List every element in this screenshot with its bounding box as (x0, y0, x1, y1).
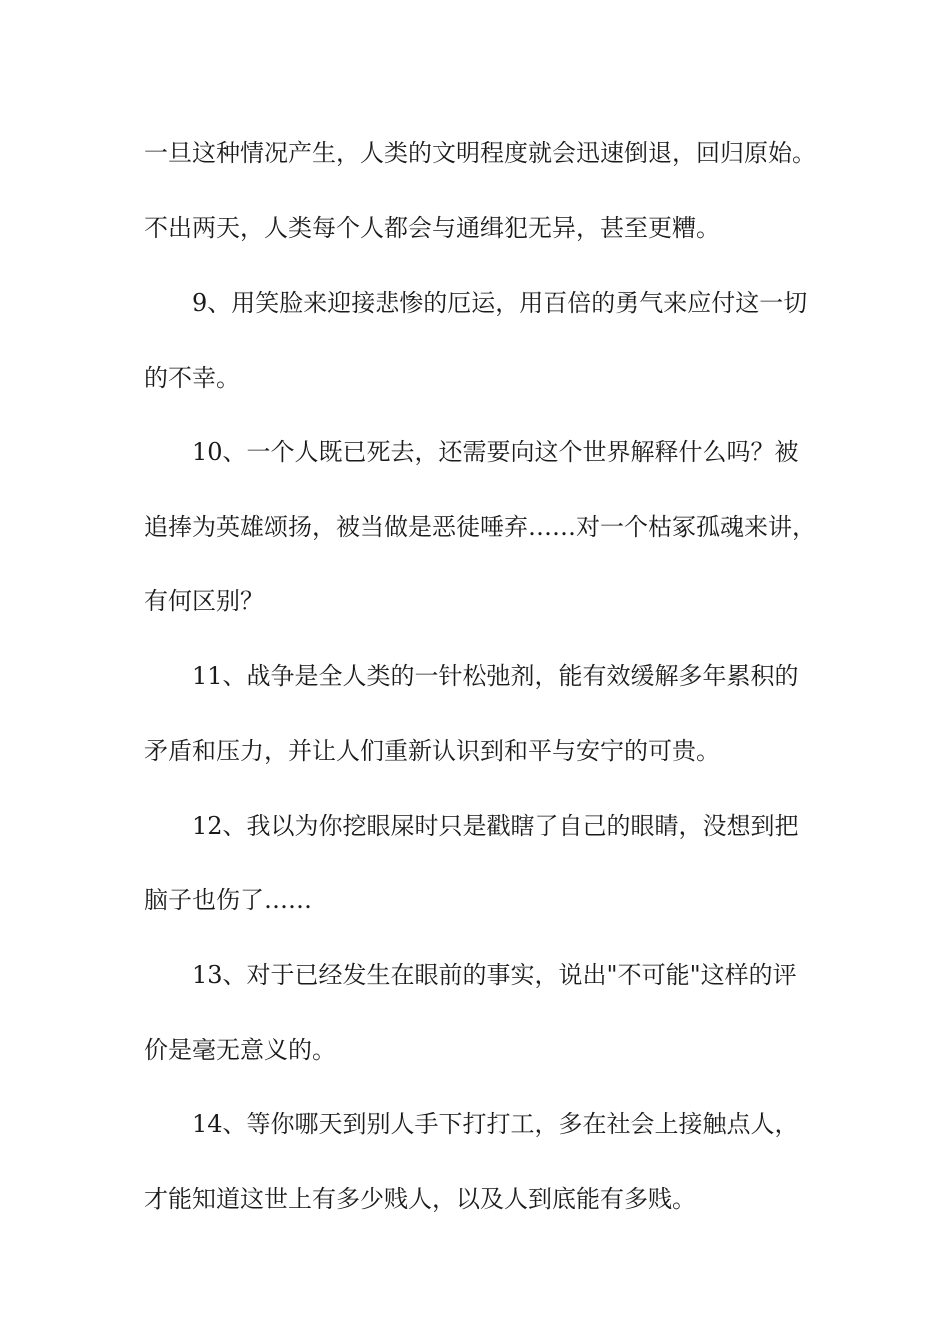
text-line-2: 不出两天，人类每个人都会与通缉犯无异，甚至更糟。 (144, 214, 720, 242)
text-line-14: 14、等你哪天到别人手下打打工，多在社会上接触点人， (192, 1110, 799, 1138)
text-line-4: 的不幸。 (144, 364, 240, 392)
text-line-1: 一旦这种情况产生，人类的文明程度就会迅速倒退，回归原始。 (144, 139, 816, 167)
text-line-5: 10、一个人既已死去，还需要向这个世界解释什么吗？被 (192, 438, 799, 466)
text-line-10: 12、我以为你挖眼屎时只是戳瞎了自己的眼睛，没想到把 (192, 812, 799, 840)
text-line-15: 才能知道这世上有多少贱人，以及人到底能有多贱。 (144, 1185, 696, 1213)
text-line-9: 矛盾和压力，并让人们重新认识到和平与安宁的可贵。 (144, 737, 720, 765)
text-line-12: 13、对于已经发生在眼前的事实，说出"不可能"这样的评 (192, 961, 797, 989)
text-line-3: 9、用笑脸来迎接悲惨的厄运，用百倍的勇气来应付这一切 (192, 289, 808, 317)
text-line-7: 有何区别？ (144, 587, 264, 615)
text-line-6: 追捧为英雄颂扬，被当做是恶徒唾弃……对一个枯冢孤魂来讲， (144, 513, 816, 541)
text-line-11: 脑子也伤了…… (144, 886, 312, 914)
text-line-13: 价是毫无意义的。 (144, 1036, 336, 1064)
text-line-8: 11、战争是全人类的一针松弛剂，能有效缓解多年累积的 (192, 662, 799, 690)
